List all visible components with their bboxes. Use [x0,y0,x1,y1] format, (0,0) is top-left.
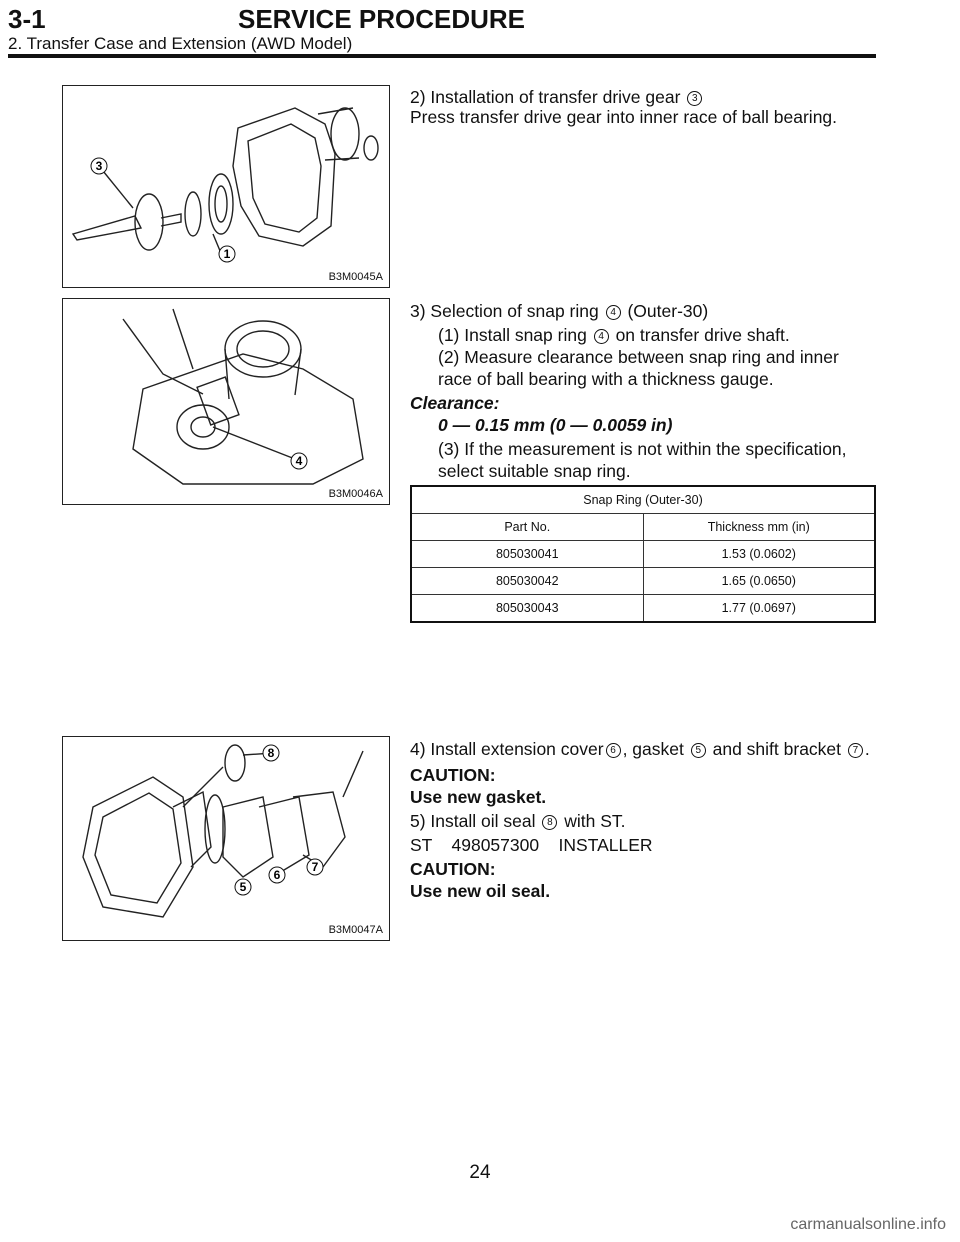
ref-4-icon: 4 [594,329,609,344]
column-header: Thickness mm (in) [643,514,875,541]
table-header-row [411,514,875,541]
table-row [411,568,875,595]
clearance-label: Clearance: [410,393,500,413]
column-header: Part No. [411,514,643,541]
snap-ring-table [410,485,876,623]
step-4-title [410,738,870,760]
page-subtitle: 2. Transfer Case and Extension (AWD Model) [8,34,353,53]
table-title: Snap Ring (Outer-30) [411,486,875,514]
page-number: 24 [469,1162,491,1183]
figure-extension-cover [62,736,390,941]
figure-caption: B3M0046A [328,488,383,500]
table-row [411,595,875,623]
step-5-text: 5) Install oil seal [410,811,536,831]
ref-7-icon: 7 [848,743,863,758]
thickness-cell: 1.53 (0.0602) [643,541,875,568]
sub-1-suffix: on transfer drive shaft. [615,325,790,345]
figure-transfer-drive-gear [62,85,390,288]
ref-6-icon: 6 [606,743,621,758]
thickness-cell: 1.77 (0.0697) [643,595,875,623]
clearance-value: 0 — 0.15 mm (0 — 0.0059 in) [438,415,673,435]
step-3-title-suffix: (Outer-30) [627,301,709,321]
transfer-gear-illustration [63,86,389,287]
caution-label: CAUTION: [410,765,496,785]
ref-4-icon: 4 [606,305,621,320]
section-number: 3-1 [8,4,46,34]
snap-ring-illustration [63,299,389,504]
page-title: SERVICE PROCEDURE [238,4,526,34]
step-2-title-text: 2) Installation of transfer drive gear [410,87,681,107]
watermark: carmanualsonline.info [790,1216,946,1233]
caution-text: Use new oil seal. [410,881,551,901]
step-5-title [410,810,626,832]
table-row [411,541,875,568]
step-4-text: . [864,739,870,759]
step-3-title [410,300,708,322]
step-3-sub-2-line-1: (2) Measure clearance between snap ring and inner [438,347,839,367]
extension-cover-illustration [63,737,389,940]
ref-5-icon: 5 [691,743,706,758]
table-title-row [411,486,875,514]
callout-7: 7 [311,860,319,874]
ref-3-icon: 3 [687,91,702,106]
part-number-cell: 805030041 [411,541,643,568]
step-5-suffix: with ST. [564,811,626,831]
step-3-sub-2-line-2: race of ball bearing with a thickness gauge. [438,369,774,389]
step-4-text: and shift bracket [712,739,842,759]
callout-8: 8 [267,746,275,760]
ref-8-icon: 8 [542,815,557,830]
step-4-text: , gasket [622,739,684,759]
callout-4: 4 [295,454,303,468]
figure-caption: B3M0047A [328,924,383,936]
caution-text: Use new gasket. [410,787,547,807]
callout-5: 5 [239,880,247,894]
callout-3: 3 [95,159,103,173]
callout-1: 1 [223,247,231,261]
thickness-cell: 1.65 (0.0650) [643,568,875,595]
caution-label: CAUTION: [410,859,496,879]
step-3-sub-1 [438,324,790,346]
sub-1-text: (1) Install snap ring [438,325,587,345]
part-number-cell: 805030043 [411,595,643,623]
callout-6: 6 [273,868,281,882]
header-rule [8,54,876,58]
step-3-sub-3-line-2: select suitable snap ring. [438,461,631,481]
part-number-cell: 805030042 [411,568,643,595]
step-4-text: 4) Install extension cover [410,739,604,759]
special-tool-line: ST 498057300 INSTALLER [410,835,653,855]
step-2-body: Press transfer drive gear into inner race of ball bearing. [410,107,838,127]
step-3-title-text: 3) Selection of snap ring [410,301,599,321]
step-2-title [410,86,704,108]
figure-caption: B3M0045A [328,271,383,283]
step-3-sub-3-line-1: (3) If the measurement is not within the specification, [438,439,847,459]
figure-snap-ring [62,298,390,505]
